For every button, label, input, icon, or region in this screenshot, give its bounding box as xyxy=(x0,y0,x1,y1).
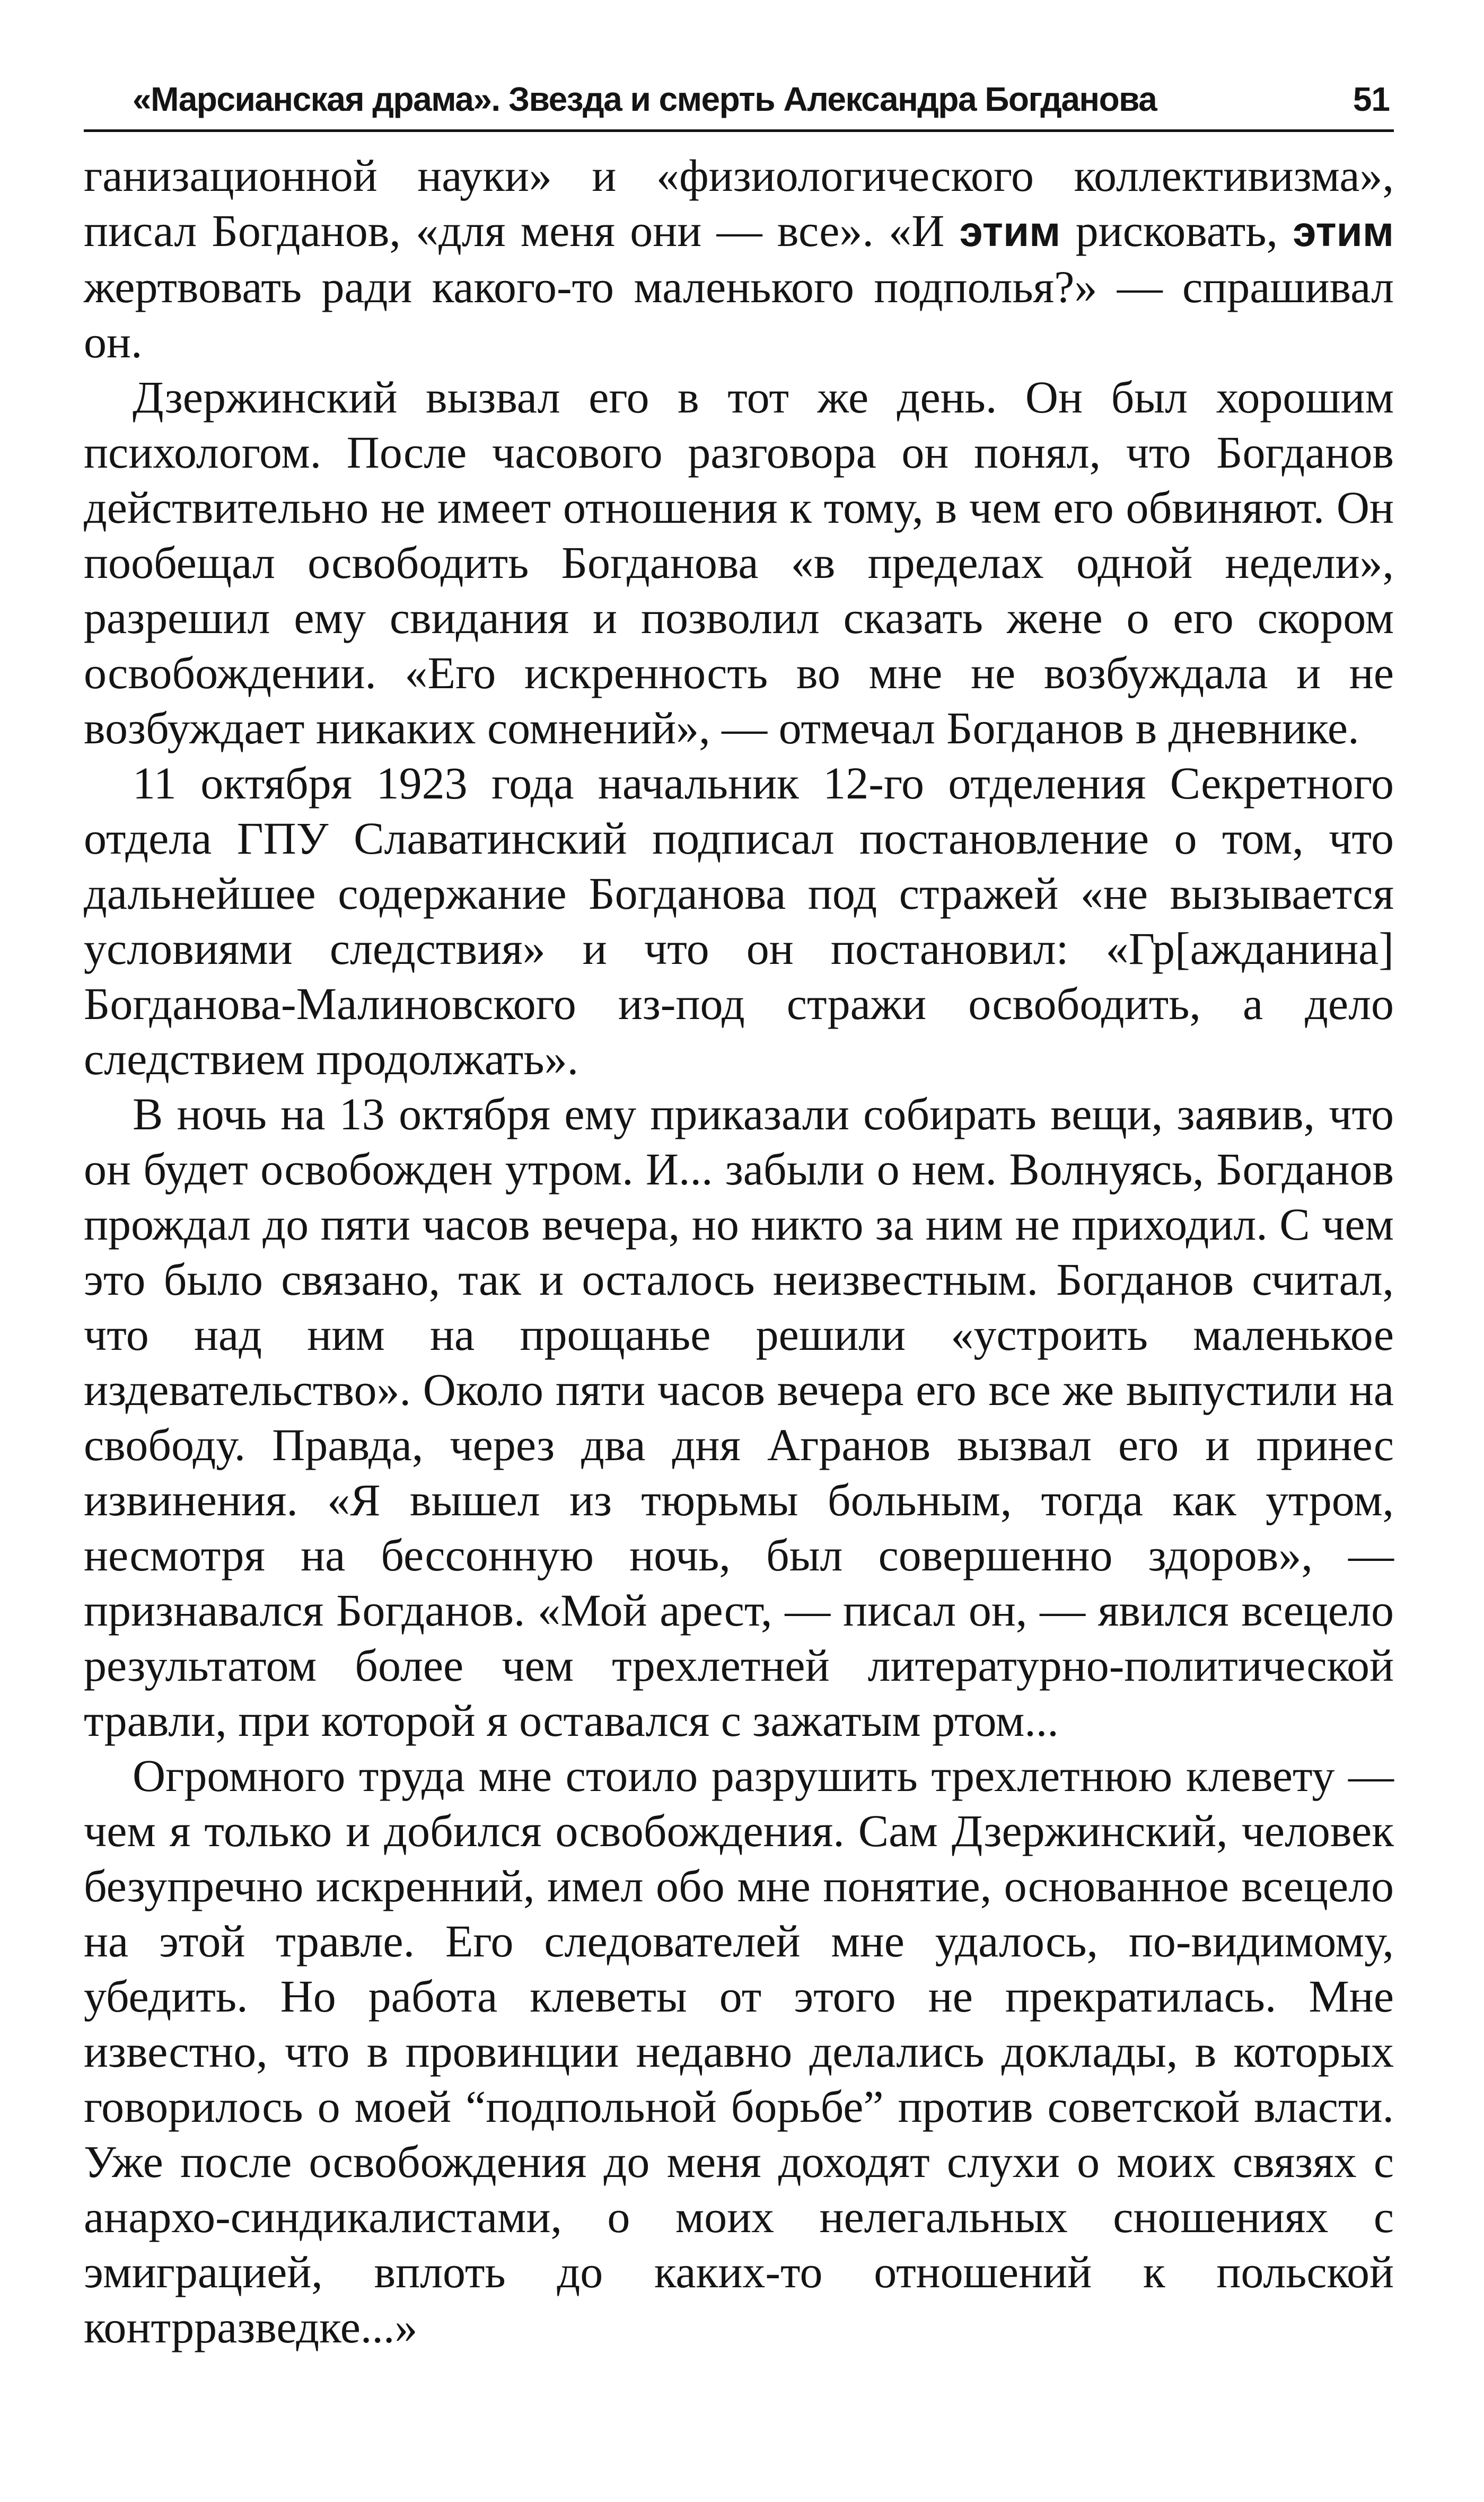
paragraph-4 xyxy=(84,1086,1394,1748)
text-segment: В ночь на 13 октября ему приказали собирать вещи, заявив, что он будет освобожден утром. И... забыли о нем. Волнуясь, Богданов прождал до пяти часов вечера, но никто за ним не приходил. С чем это было связано, так и осталось неизвестным. Богданов считал, что над ним на прощанье решили «устроить маленькое издевательство». Около пяти часов вечера его все же выпустили на свободу. Правда, через два дня Агранов вызвал его и принес извинения. «Я вышел из тюрьмы больным, тогда как утром, несмотря на бессонную ночь, был совершенно здоров», — признавался Богданов. «Мой арест, — писал он, — явился всецело результатом более чем трехлетней литературно-политической травли, при которой я оставался с зажатым ртом... xyxy=(84,1088,1394,1746)
text-segment: Дзержинский вызвал его в тот же день. Он был хорошим психологом. После часового разговора он понял, что Богданов действительно не имеет отношения к тому, в чем его обвиняют. Он пообещал освободить Богданова «в пределах одной недели», разрешил ему свидания и позволил сказать жене о его скором освобождении. «Его искренность во мне не возбуждала и не возбуждает никаких сомнений», — отмечал Богданов в дневнике. xyxy=(84,372,1394,753)
running-header xyxy=(84,80,1394,132)
text-segment: рисковать, xyxy=(1060,205,1293,256)
paragraph-3 xyxy=(84,756,1394,1086)
text-segment: 11 октября 1923 года начальник 12-го отделения Секретного отдела ГПУ Славатинский подписал постановление о том, что дальнейшее содержание Богданова под стражей «не вызывается условиями следствия» и что он постановил: «Гр[ажданина] Богданова-Малиновского из-под стражи освободить, а дело следствием продолжать». xyxy=(84,758,1394,1084)
running-title: «Марсианская драма». Звезда и смерть Александра Богданова xyxy=(133,80,1157,118)
body-text xyxy=(84,148,1394,2355)
text-segment: Огромного труда мне стоило разрушить трехлетнюю клевету — чем я только и добился освобождения. Сам Дзержинский, человек безупречно искренний, имел обо мне понятие, основанное всецело на этой травле. Его следователей мне удалось, по-видимому, убедить. Но работа клеветы от этого не прекратилась. Мне известно, что в провинции недавно делались доклады, в которых говорилось о моей “подпольной борьбе” против советской власти. Уже после освобождения до меня доходят слухи о моих связях с анархо-синдикалистами, о моих нелегальных сношениях с эмиграцией, вплоть до каких-то отношений к польской контрразведке...» xyxy=(84,1750,1394,2352)
paragraph-2 xyxy=(84,370,1394,756)
page-number: 51 xyxy=(1353,80,1390,118)
text-segment: ганизационной науки» и «физиологического коллективизма», писал Богданов, «для меня они — все». «И xyxy=(84,150,1394,256)
paragraph-1 xyxy=(84,148,1394,370)
emphasis-word: этим xyxy=(959,208,1061,255)
emphasis-word: этим xyxy=(1293,208,1394,255)
paragraph-5 xyxy=(84,1748,1394,2355)
text-segment: жертвовать ради какого-то маленького подполья?» — спрашивал он. xyxy=(84,261,1394,367)
